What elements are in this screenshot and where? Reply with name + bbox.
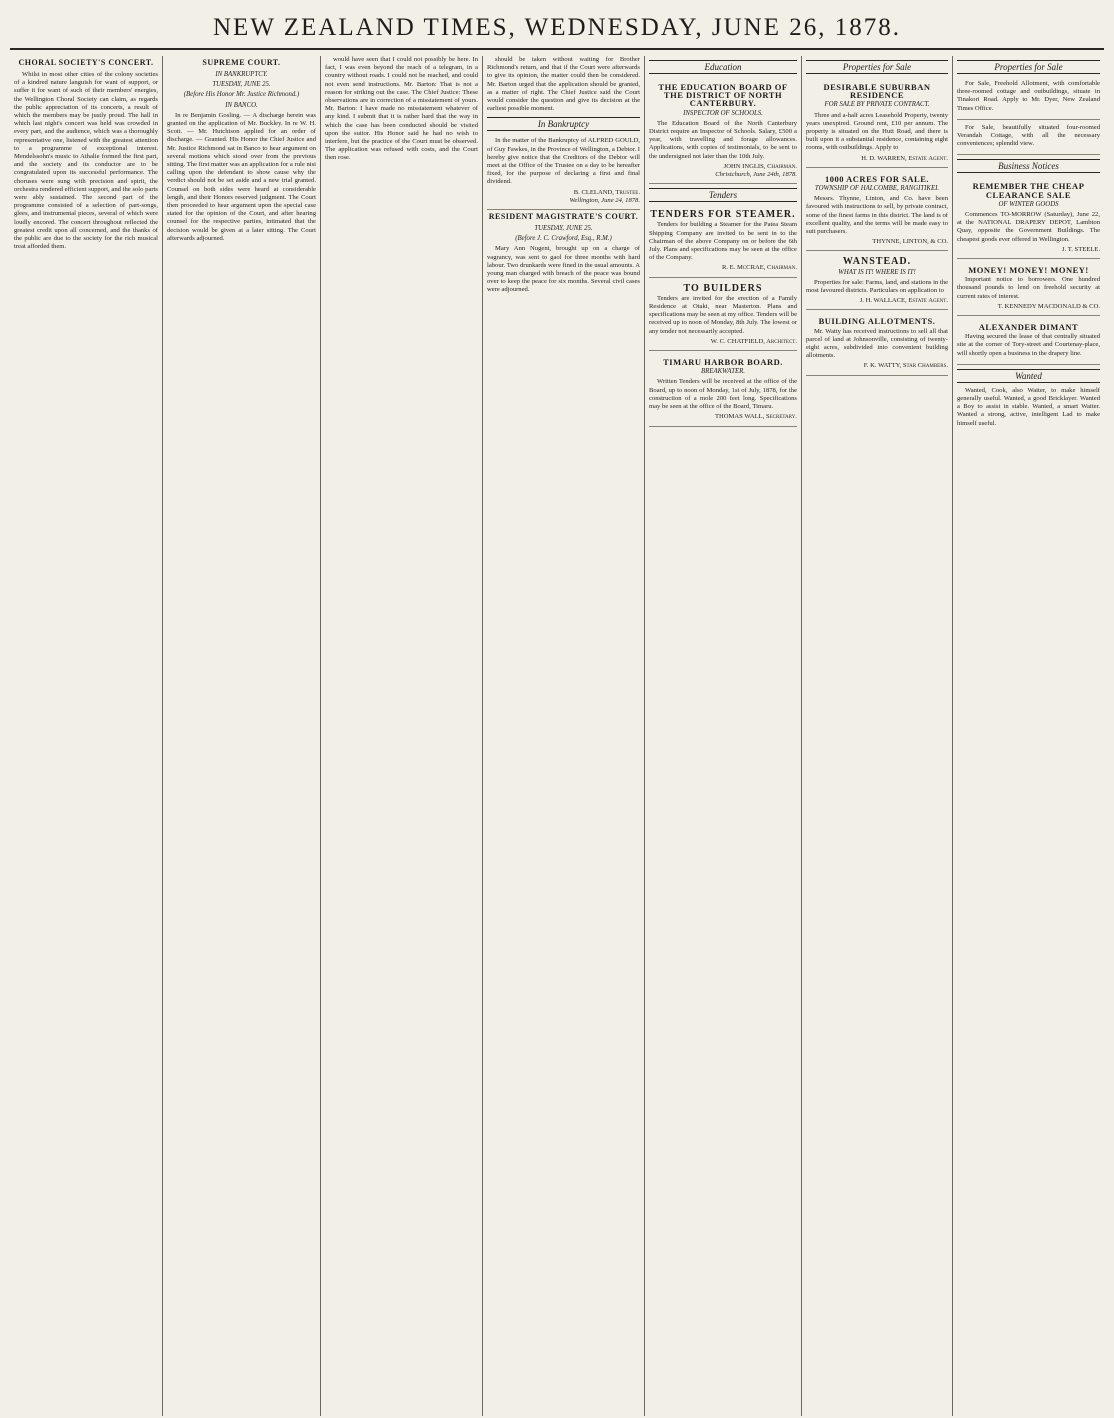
ad-title: TIMARU HARBOR BOARD. (663, 357, 783, 368)
ad-body: Properties for sale: Farms, land, and stations in the most favoured districts. Particulars on application to (806, 278, 948, 295)
ad-title: DESIRABLE SUBURBAN RESIDENCE (823, 82, 931, 101)
ad-property (806, 170, 948, 252)
article-subhead: IN BANKRUPTCY. (215, 71, 268, 78)
ad-signature: R. E. McCRAE, Chairman. (721, 264, 797, 272)
ad-title: BUILDING ALLOTMENTS. (818, 316, 936, 327)
article-subhead: (Before His Honor Mr. Justice Richmond.) (183, 91, 300, 99)
ad-tender-steamer (649, 206, 797, 277)
article-date: TUESDAY, JUNE 25. (212, 81, 271, 89)
masthead (10, 8, 1104, 50)
ad-body: Mr. Watty has received instructions to sell all that parcel of land at Johnsonville, consisting of twenty-eight acres, subdivided into convenient building allotments. (806, 327, 948, 360)
article-body: should be taken without waiting for Brother Richmond's return, and that if the Court were afterwards to give its opinion, the matter could then be considered. Mr. Barton urged that the application should be granted, as a matter of right. The Chief Justice said the Court would consider the question and give its decision at the earliest possible moment. (487, 56, 640, 113)
column-3 (321, 56, 483, 1416)
ad-title: THE EDUCATION BOARD OF THE DISTRICT OF NORTH CANTERBURY. (658, 82, 788, 109)
ad-business (957, 261, 1100, 316)
ad-title: TENDERS FOR STEAMER. (650, 209, 796, 221)
ad-education (649, 78, 797, 184)
ad-title: REMEMBER THE CHEAP CLEARANCE SALE (972, 181, 1085, 200)
ad-business (957, 177, 1100, 259)
ad-subhead: BREAKWATER. (700, 368, 745, 376)
ad-subhead: TOWNSHIP OF HALCOMBE, RANGITIKEI. (814, 185, 940, 193)
ad-tender-harbor (649, 353, 797, 426)
ad-tender-builders (649, 280, 797, 351)
ad-subhead: OF WINTER GOODS (998, 200, 1059, 208)
ad-signature: J. H. WALLACE, Estate Agent. (859, 297, 948, 305)
ad-body: Messrs. Thynne, Linton, and Co. have been favoured with instructions to sell, by private contract, some of the finest farms in this district. The land is of excellent quality, and the terms will be made easy to suit purchasers. (806, 195, 948, 236)
article-body: Whilst in most other cities of the colony societies of a kindred nature languish for want of support, or suffer it for want of such of their members' energies, the Wellington Choral Society can claim, as regards the public appreciation of its concerts, a result of which the members may be justly proud. The hall in which last night's concert was held was crowded in every part, and the audience, which was a thoroughly representative one, listened with the greatest attention to a programme of exceptional interest. Mendelssohn's music to Athalie formed the first part, and the society and its conductor are to be congratulated upon its successful performance. The choruses were sung with precision and spirit, the orchestra rendered efficient support, and the solo parts were ably sustained. The second part of the programme consisted of a selection of part-songs, glees, and instrumental pieces, several of which were loudly encored. The concert throughout reflected the greatest credit upon all concerned, and the thanks of the public are due to the society for the rich musical treat afforded them. (14, 71, 158, 251)
section-header: In Bankruptcy (487, 117, 640, 131)
article-title: SUPREME COURT. (202, 58, 281, 67)
ad-body: For Sale, beautifully situated four-roomed Verandah Cottage, with all the necessary conveniences; splendid view. (957, 123, 1100, 148)
ad-signature: W. C. CHATFIELD, Architect. (710, 337, 797, 345)
section-header: Wanted (957, 369, 1100, 383)
ad-title: ALEXANDER DIMANT (978, 322, 1079, 333)
ad-signature: THYNNE, LINTON, & CO. (872, 238, 948, 246)
ad-body: For Sale, Freehold Allotment, with comfortable three-roomed cottage and outbuildings, situate in Tinakori Road. Apply to Mr. Dyer, New Zealand Times Office. (957, 80, 1100, 112)
ad-title: 1000 ACRES FOR SALE. (825, 173, 929, 184)
article-body: Mary Ann Nugent, brought up on a charge of vagrancy, was sent to gaol for three months with hard labour. Two drunkards were fined in the usual amounts. A young man charged with breach of the peace was bound over to keep the peace for six months. Several civil cases were adjourned. (487, 245, 640, 294)
newspaper-title: NEW ZEALAND TIMES, WEDNESDAY, JUNE 26, 1878. (213, 14, 901, 41)
section-header: Education (649, 60, 797, 74)
column-6 (802, 56, 953, 1416)
article-subhead: IN BANCO. (225, 101, 258, 109)
column-4 (483, 56, 645, 1416)
ad-signature: H. D. WARREN, Estate Agent. (861, 154, 948, 162)
ad-property (957, 78, 1100, 120)
ad-body: Tenders for building a Steamer for the Patea Steam Shipping Company are invited to be sent in to the Chairman of the above Company on or before the 6th July. Plans and specifications may be seen at the office of the Company. (649, 221, 797, 262)
article-body: In re Benjamin Gosling. — A discharge herein was granted on the application of Mr. Buckley. In re W. H. Scott. — Mr. Hutchison applied for an order of discharge. — Granted. His Honor the Chief Justice and Mr. Justice Richmond sat in Banco to hear argument on several motions which stood over from the previous sitting. The first matter was an application for a rule nisi calling upon the defendant to show cause why the verdict should not be set aside and a new trial granted. Counsel on both sides were heard at considerable length, and their Honors reserved judgment. The Court then proceeded to hear argument upon the special case stated for the opinion of the Court, and after hearing counsel for the respective parties, intimated that the decision would be given at a later sitting. The Court afterwards adjourned. (167, 111, 316, 242)
ad-signature: T. KENNEDY MACDONALD & CO. (997, 302, 1100, 310)
ad-subhead: INSPECTOR OF SCHOOLS. (683, 109, 763, 117)
ad-property (806, 253, 948, 310)
article-body: would have seen that I could not possibly be here. In fact, I was even beyond the reach of a telegram, in a country without roads. I could not be reached, and could not even send instructions. Mr. Barton: That is not a reason for striking out the case. The Chief Justice: These observations are in correction of a misstatement of yours. Mr. Barton: I have made no misstatement whatever of any kind. I submit that it is rather hard that the way in which the case has been conducted should be visited upon the suitor. His Honor said he had no wish to interfere, but the practice of the Court must be observed. The application was refused with costs, and the Court then rose. (325, 56, 478, 162)
section-header: Properties for Sale (806, 60, 948, 74)
ad-date: Christchurch, June 24th, 1878. (715, 171, 797, 179)
article-title: CHORAL SOCIETY'S CONCERT. (18, 58, 154, 67)
ad-body: Wanted, Cook, also Waiter, to make himself generally useful. Wanted, a good Bricklayer. Wanted a Boy to assist in stable. Wanted, a smart Waiter. Wanted a strong, active, intelligent Lad to make himself useful. (957, 386, 1100, 427)
column-1 (10, 56, 163, 1416)
ad-body: The Education Board of the North Canterbury District require an Inspector of Schools. Salary, £500 a year, with travelling and forage allowances. Applications, with copies of testimonials, to be sent to the undersigned not later than the 10th July. (649, 119, 797, 160)
ad-title: MONEY! MONEY! MONEY! (968, 265, 1089, 276)
ad-property (957, 122, 1100, 156)
article-date: TUESDAY, JUNE 25. (534, 225, 593, 233)
section-header: Properties for Sale (957, 60, 1100, 74)
ad-body: Commences TO-MORROW (Saturday), June 22, at the NATIONAL DRAPERY DEPOT, Lambton Quay, opposite the Government Buildings. The cheapest goods ever offered in Wellington. (957, 211, 1100, 243)
ad-body: Tenders are invited for the erection of a Family Residence at Otaki, near Masterton. Plans and specifications may be seen at my office. Tenders will be received up to noon of Monday, 8th July. The lowest or any tender not necessarily accepted. (649, 294, 797, 335)
column-5 (645, 56, 802, 1416)
ad-body: Written Tenders will be received at the office of the Board, up to noon of Monday, 1st of July, 1878, for the construction of a mole 200 feet long. Specifications may be seen at the office of the Board, Timaru. (649, 378, 797, 411)
column-7 (953, 56, 1104, 1416)
column-2 (163, 56, 321, 1416)
ad-signature: JOHN INGLIS, Chairman. (723, 162, 797, 170)
section-header: Business Notices (957, 159, 1100, 173)
ad-body: Having secured the lease of that centrally situated site at the corner of Tory-street and Courtenay-place, will shortly open a business in the drapery line. (957, 333, 1100, 357)
section-header: Tenders (649, 188, 797, 202)
notice-body: In the matter of the Bankruptcy of ALFRED GOULD, of Guy Fawkes, in the Province of Wellington, a Debtor. I hereby give notice that the Creditors of the Debtor will meet at the Office of the Trustee on a day to be hereafter fixed, for the purpose of declaring a first and final dividend. (487, 137, 640, 186)
ad-signature: F. K. WATTY, Star Chambers. (863, 362, 948, 370)
article-subhead: (Before J. C. Crawford, Esq., R.M.) (515, 235, 612, 243)
ad-subhead: WHAT IS IT! WHERE IS IT! (838, 268, 916, 276)
ad-property (806, 78, 948, 168)
notice-date: Wellington, June 24, 1878. (569, 196, 640, 204)
notice-bankruptcy (487, 135, 640, 210)
ad-business (957, 318, 1100, 365)
ad-signature: J. T. STEELE. (1061, 245, 1100, 253)
article-title: RESIDENT MAGISTRATE'S COURT. (488, 212, 639, 222)
ad-title: TO BUILDERS (683, 282, 763, 294)
columns (10, 56, 1104, 1416)
ad-title: WANSTEAD. (842, 256, 912, 268)
notice-signature: B. CLELAND, Trustee. (573, 188, 640, 196)
ad-property (806, 312, 948, 375)
ad-body: Three and a-half acres Leasehold Property, twenty years unexpired. Ground rent, £10 per annum. The property is situated on the Hutt Road, and there is built upon it a substantial residence, containing eight rooms, with outbuildings. Apply to (806, 111, 948, 152)
ad-signature: THOMAS WALL, Secretary. (714, 413, 797, 421)
ad-subhead: FOR SALE BY PRIVATE CONTRACT. (824, 101, 930, 109)
ad-body: Important notice to borrowers. One hundred thousand pounds to lend on freehold security at current rates of interest. (957, 276, 1100, 300)
